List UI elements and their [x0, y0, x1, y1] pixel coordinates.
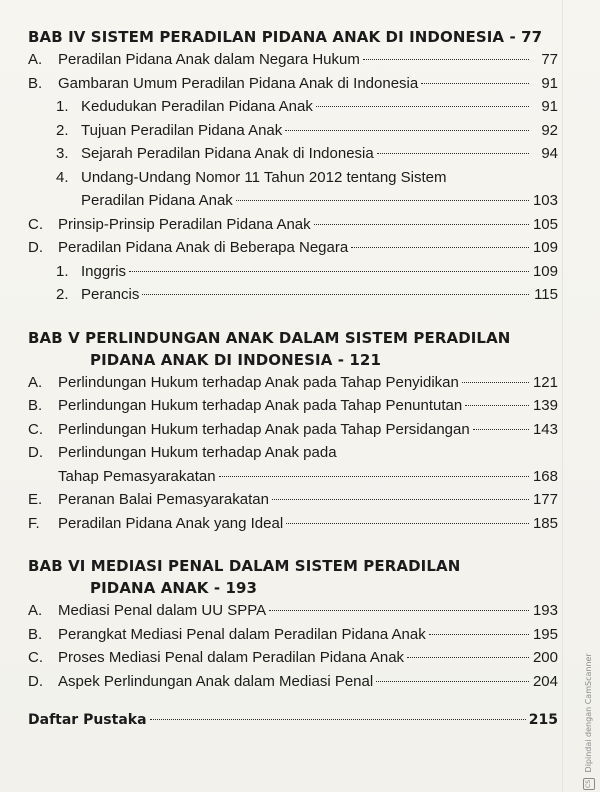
- toc-entry-5c[interactable]: C. Perlindungan Hukum terhadap Anak pada Tahap Persidangan 143: [28, 420, 558, 438]
- chapter-6-title: [28, 555, 558, 599]
- toc-entry-5a[interactable]: A. Perlindungan Hukum terhadap Anak pada Tahap Penyidikan 121: [28, 373, 558, 391]
- camscanner-watermark: [583, 610, 597, 790]
- toc-entry-bibliography[interactable]: Daftar Pustaka 215: [28, 712, 558, 728]
- toc-entry-6d[interactable]: D. Aspek Perlindungan Anak dalam Mediasi Penal 204: [28, 672, 558, 690]
- toc-entry-4c[interactable]: C. Prinsip-Prinsip Peradilan Pidana Anak 105: [28, 215, 558, 233]
- toc-entry-5d-cont[interactable]: Tahap Pemasyarakatan 168: [58, 467, 558, 485]
- chapter-6-title-line2: PIDANA ANAK - 193: [90, 579, 258, 597]
- toc-entry-5d[interactable]: D. Perlindungan Hukum terhadap Anak pada: [28, 444, 337, 461]
- toc-entry-4d2[interactable]: 2. Perancis 115: [56, 286, 558, 303]
- chapter-5-title-line1: BAB V PERLINDUNGAN ANAK DALAM SISTEM PERADILAN: [28, 328, 511, 347]
- toc-entry-6c[interactable]: C. Proses Mediasi Penal dalam Peradilan Pidana Anak 200: [28, 649, 558, 666]
- toc-entry-4b1[interactable]: 1. Kedudukan Peradilan Pidana Anak 91: [56, 98, 558, 115]
- toc-entry-6a[interactable]: A. Mediasi Penal dalam UU SPPA 193: [28, 602, 558, 619]
- chapter-5-title-line2: PIDANA ANAK DI INDONESIA - 121: [90, 350, 382, 369]
- camscanner-text: Dipindai dengan CamScanner: [584, 653, 593, 773]
- toc-entry-4b4[interactable]: 4. Undang-Undang Nomor 11 Tahun 2012 tentang Sistem: [56, 168, 447, 186]
- table-of-contents: [28, 26, 558, 733]
- toc-entry-6b[interactable]: B. Perangkat Mediasi Penal dalam Peradilan Pidana Anak 195: [28, 625, 558, 643]
- page-edge: [562, 0, 563, 792]
- toc-entry-4a[interactable]: A. Peradilan Pidana Anak dalam Negara Hukum 77: [28, 51, 558, 68]
- camscanner-logo-icon: CS: [583, 778, 595, 790]
- chapter-5-title: [28, 327, 558, 371]
- toc-entry-4d[interactable]: D. Peradilan Pidana Anak di Beberapa Negara 109: [28, 239, 558, 256]
- toc-entry-5f[interactable]: F. Peradilan Pidana Anak yang Ideal 185: [28, 514, 558, 532]
- chapter-6-title-line1: BAB VI MEDIASI PENAL DALAM SISTEM PERADILAN: [28, 557, 461, 575]
- toc-entry-4b3[interactable]: 3. Sejarah Peradilan Pidana Anak di Indonesia 94: [56, 145, 558, 162]
- toc-entry-4d1[interactable]: 1. Inggris 109: [56, 262, 558, 280]
- toc-entry-5b[interactable]: B. Perlindungan Hukum terhadap Anak pada Tahap Penuntutan 139: [28, 397, 558, 414]
- toc-entry-5e[interactable]: E. Peranan Balai Pemasyarakatan 177: [28, 491, 558, 508]
- toc-entry-4b[interactable]: B. Gambaran Umum Peradilan Pidana Anak di Indonesia 91: [28, 74, 558, 92]
- chapter-4-title: BAB IV SISTEM PERADILAN PIDANA ANAK DI INDONESIA - 77: [28, 28, 543, 46]
- toc-entry-4b2[interactable]: 2. Tujuan Peradilan Pidana Anak 92: [56, 121, 558, 139]
- toc-entry-4b4-cont[interactable]: Peradilan Pidana Anak 103: [81, 192, 558, 209]
